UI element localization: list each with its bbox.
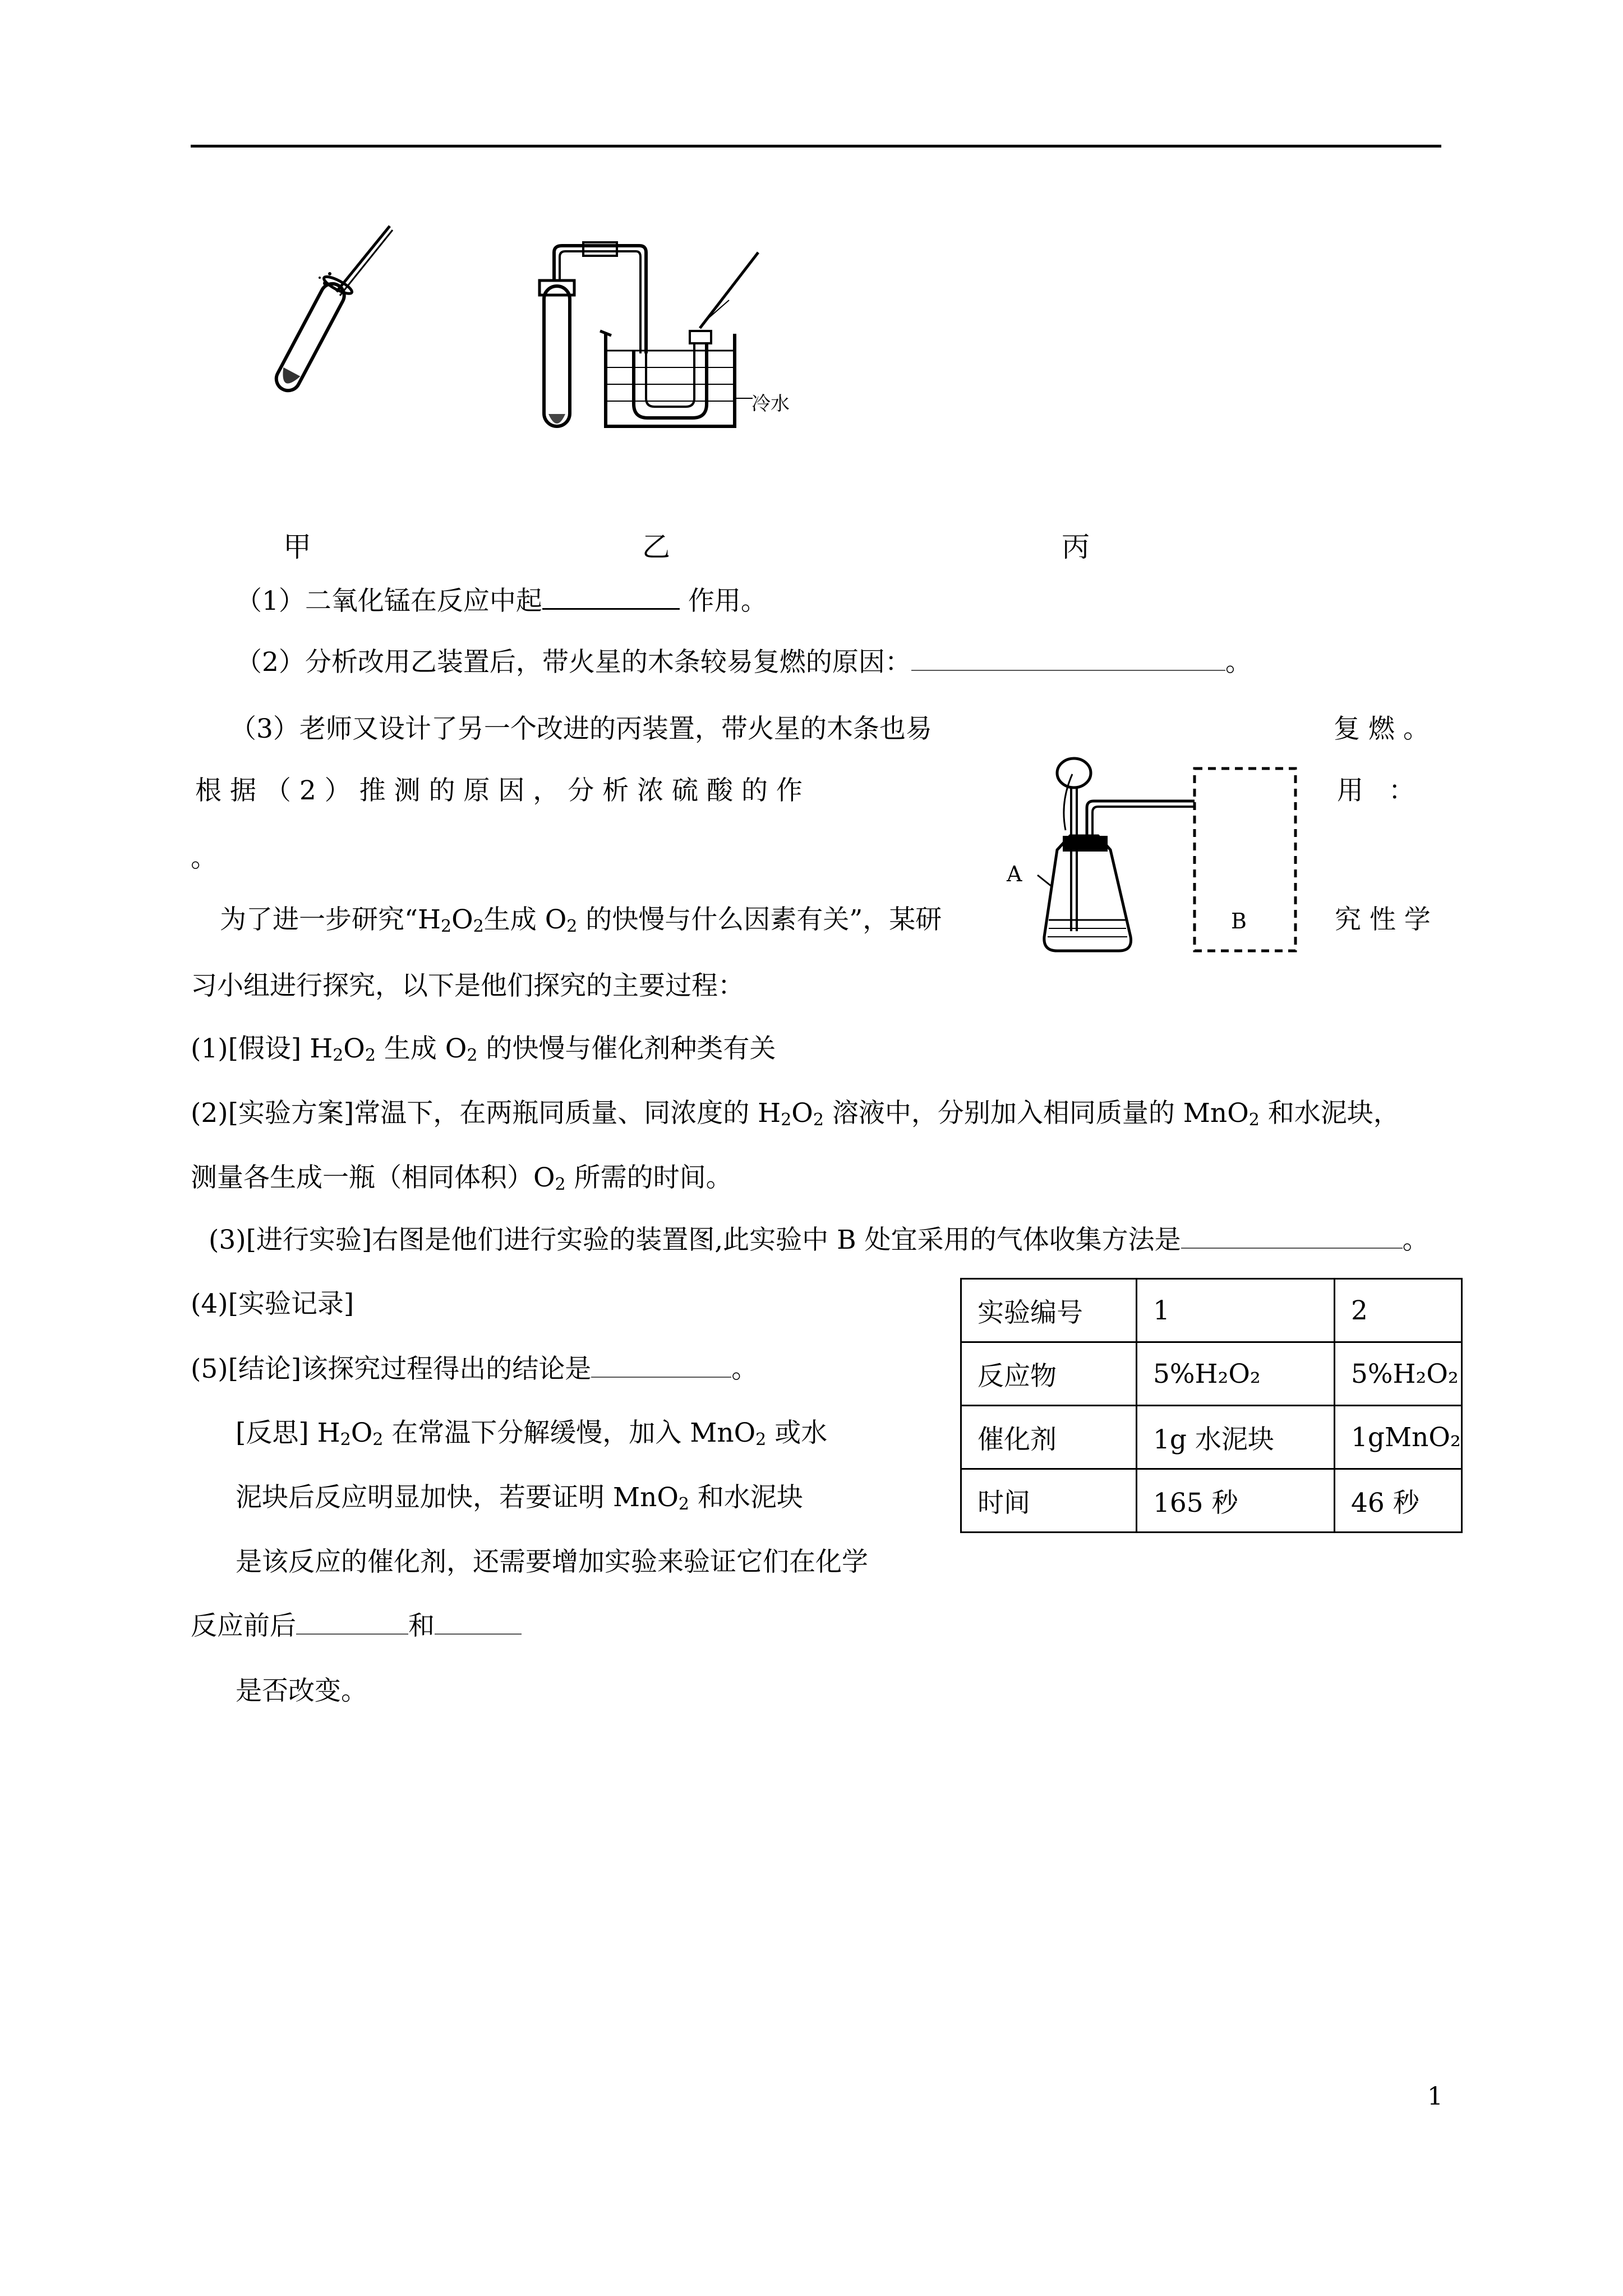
experiment-record-table — [960, 1278, 1463, 1533]
question-3-line2-b: 用 ： — [1337, 775, 1415, 806]
answer-blank-2[interactable] — [911, 645, 1225, 671]
table-cell: 催化剂 — [961, 1406, 1137, 1469]
intro-line1-end: 究 性 学 — [1335, 904, 1431, 935]
table-cell: 1gMnO₂ — [1335, 1406, 1462, 1469]
answer-blank-4[interactable] — [591, 1352, 731, 1378]
step-1-hypothesis: (1)[假设] $H_2O_2$ 生成 $O_2$ 的快慢与催化剂种类有关 — [191, 1033, 776, 1065]
step-5-conclusion: (5)[结论]该探究过程得出的结论是 。 — [191, 1352, 758, 1386]
answer-blank-5[interactable] — [296, 1609, 408, 1635]
figure-bing-apparatus — [998, 752, 1312, 970]
flask-label-a: A — [1007, 862, 1022, 886]
reflection-line1: [反思] $H_2O_2$ 在常温下分解缓慢，加入 MnO$_2$ 或水 — [236, 1418, 828, 1450]
table-cell: 5%H₂O₂ — [1137, 1342, 1335, 1406]
table-row — [961, 1279, 1462, 1342]
intro-line2: 习小组进行探究，以下是他们探究的主要过程： — [191, 970, 744, 1001]
table-row — [961, 1406, 1462, 1469]
step-3-experiment: (3)[进行实验]右图是他们进行实验的装置图,此实验中 B 处宜采用的气体收集方法是 。 — [209, 1223, 1429, 1257]
table-cell: 实验编号 — [961, 1279, 1137, 1342]
question-2: （2）分析改用乙装置后，带火星的木条较易复燃的原因： 。 — [236, 645, 1252, 679]
cold-water-label: 冷水 — [751, 393, 790, 415]
table-cell: 时间 — [961, 1469, 1137, 1533]
reflection-line2: 泥块后反应明显加快，若要证明 MnO$_2$ 和水泥块 — [236, 1482, 803, 1514]
intro-line1: 为了进一步研究“$H_2O_2$生成 $O_2$ 的快慢与什么因素有关”，某研 — [220, 904, 942, 936]
table-cell: 1g 水泥块 — [1137, 1406, 1335, 1469]
question-3-line2-a: 根 据 （ 2 ） 推 测 的 原 因 ， 分 析 浓 硫 酸 的 作 — [195, 775, 803, 806]
reflection-line3: 是该反应的催化剂，还需要增加实验来验证它们在化学 — [236, 1547, 868, 1577]
label-jia: 甲 — [283, 531, 311, 563]
table-cell: 1 — [1137, 1279, 1335, 1342]
answer-blank-6[interactable] — [435, 1609, 522, 1635]
box-label-b: B — [1231, 909, 1247, 933]
table-row — [961, 1342, 1462, 1406]
label-yi: 乙 — [642, 531, 670, 563]
question-1: （1）二氧化锰在反应中起 作用。 — [236, 583, 767, 618]
table-cell: 反应物 — [961, 1342, 1137, 1406]
table-cell: 2 — [1335, 1279, 1462, 1342]
page-number: 1 — [1427, 2082, 1443, 2111]
table-cell: 46 秒 — [1335, 1469, 1462, 1533]
step-4-record: (4)[实验记录] — [191, 1289, 354, 1319]
reflection-line4: 反应前后 和 — [191, 1609, 522, 1643]
label-bing: 丙 — [1062, 531, 1090, 563]
table-row — [961, 1469, 1462, 1533]
figure-jia-test-tube — [241, 216, 409, 412]
reflection-line5: 是否改变。 — [236, 1676, 367, 1706]
table-cell: 5%H₂O₂ — [1335, 1342, 1462, 1406]
question-3-line3: 。 — [191, 843, 217, 873]
answer-blank-3[interactable] — [1181, 1223, 1403, 1249]
answer-blank-1[interactable] — [542, 583, 680, 610]
question-3-line1-b: 复 燃 。 — [1334, 714, 1430, 744]
step-2-plan-line2: 测量各生成一瓶（相同体积）$O_2$ 所需的时间。 — [191, 1162, 732, 1194]
header-rule — [191, 145, 1441, 148]
question-3-line1-a: （3）老师又设计了另一个改进的丙装置，带火星的木条也易 — [230, 714, 932, 744]
table-cell: 165 秒 — [1137, 1469, 1335, 1533]
step-2-plan-line1: (2)[实验方案]常温下，在两瓶同质量、同浓度的 $H_2O_2$ 溶液中，分别加入相同质量的 MnO$_2$ 和水泥块， — [191, 1098, 1400, 1130]
